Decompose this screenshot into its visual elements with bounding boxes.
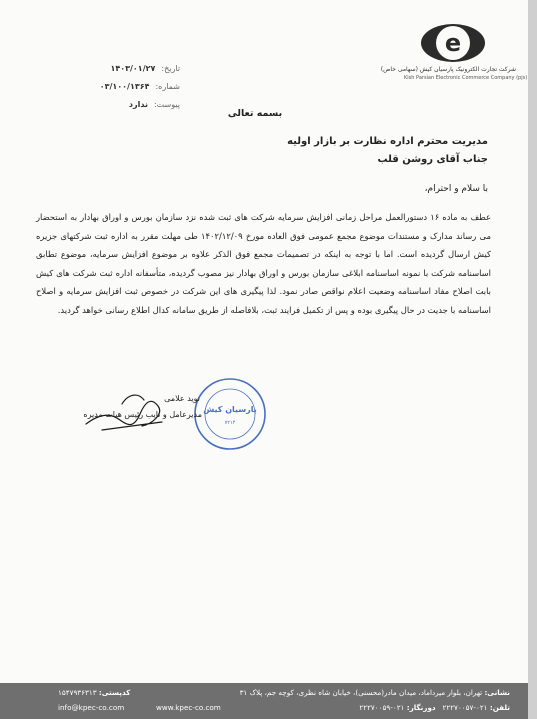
fax-label: دورنگار: xyxy=(406,703,436,712)
attachment-value: ندارد xyxy=(128,100,148,109)
company-logo xyxy=(420,22,486,64)
svg-text:پارسیان کیش: پارسیان کیش xyxy=(203,405,257,414)
company-stamp xyxy=(192,376,268,452)
footer-address xyxy=(240,688,510,697)
basmala-heading: بسمه تعالی xyxy=(227,108,283,119)
company-name-en: Kish Parsian Electronic Commerce Company (pjs) xyxy=(404,75,528,81)
letter-footer xyxy=(0,683,528,719)
number-label: شماره: xyxy=(155,82,180,91)
signatory-name: نوید علامی xyxy=(164,394,200,403)
footer-email[interactable]: info@kpec-co.com xyxy=(58,703,125,712)
signatory-title: مدیرعامل و نایب رئیس هیات مدیره xyxy=(83,410,202,419)
scan-edge xyxy=(528,0,537,719)
footer-website[interactable]: www.kpec-co.com xyxy=(156,703,221,712)
number-value: ۰۳/۱۰۰/۱۳۶۴ xyxy=(99,82,150,91)
attachment-row xyxy=(60,100,180,109)
fax-value: ۰۲۱-۲۲۲۷۰۰۵۹ xyxy=(359,703,405,712)
recipient-line-2: جناب آقای روشن قلب xyxy=(377,154,488,165)
footer-postal xyxy=(58,688,130,697)
letter-body: عطف به ماده ۱۶ دستورالعمل مراحل زمانی افزایش سرمایه شرکت های ثبت شده نزد سازمان بورس و اوراق بهادار به استحضار می رساند مدارک و مستندات موضوع مجمع عمومی فوق العاده مورخ ۱۴۰۲/۱۲/۰۹ طی مهلت مقرر به اداره ثبت شرکتهای جزیره کیش ارسال گردیده است. اما با توجه به اینکه در تصمیمات مجمع فوق الذکر علاوه بر موضوع افزایش سرمایه، موضوع تطابق اساسنامه شرکت با نمونه اساسنامه ابلاغی سازمان بورس و اوراق بهادار نیز مصوب گردیده، متأسفانه اداره ثبت شرکت های کیش بابت اصلاح مفاد اساسنامه وضعیت اعلام نواقص صادر نمود. لذا پیگیری های این شرکت در خصوص ثبت افزایش سرمایه و اصلاح اساسنامه با جدیت در حال پیگیری بوده و پس از تکمیل فرایند ثبت، بلافاصله از طریق سامانه کدال اطلاع رسانی خواهد گردید. xyxy=(36,212,492,315)
phone-value: ۰۲۱-۲۲۲۷۰۰۵۷ xyxy=(442,703,488,712)
postal-value: ۱۵۴۷۹۳۶۳۱۳ xyxy=(58,688,97,697)
svg-text:۷۲۱۴: ۷۲۱۴ xyxy=(224,420,236,426)
postal-label: کدپستی: xyxy=(98,688,131,697)
date-label: تاریخ: xyxy=(161,64,180,73)
address-label: نشانی: xyxy=(484,688,510,697)
salutation: با سلام و احترام، xyxy=(424,184,488,194)
number-row xyxy=(60,82,180,91)
phone-label: تلفن: xyxy=(489,703,510,712)
attachment-label: پیوست: xyxy=(153,100,180,109)
svg-text:e: e xyxy=(444,29,462,57)
date-value: ۱۴۰۳/۰۱/۲۷ xyxy=(110,64,156,73)
company-name-fa: شرکت تجارت الکترونیک پارسیان کیش (سهامی خاص) xyxy=(380,66,516,73)
recipient-line-1: مدیریت محترم اداره نظارت بر بازار اولیه xyxy=(287,136,488,147)
date-row xyxy=(60,64,180,73)
footer-phones xyxy=(359,703,510,712)
address-value: تهران، بلوار میرداماد، میدان مادر(محسنی)، خیابان شاه نظری، کوچه جم، پلاک ۳۱ xyxy=(239,688,483,697)
